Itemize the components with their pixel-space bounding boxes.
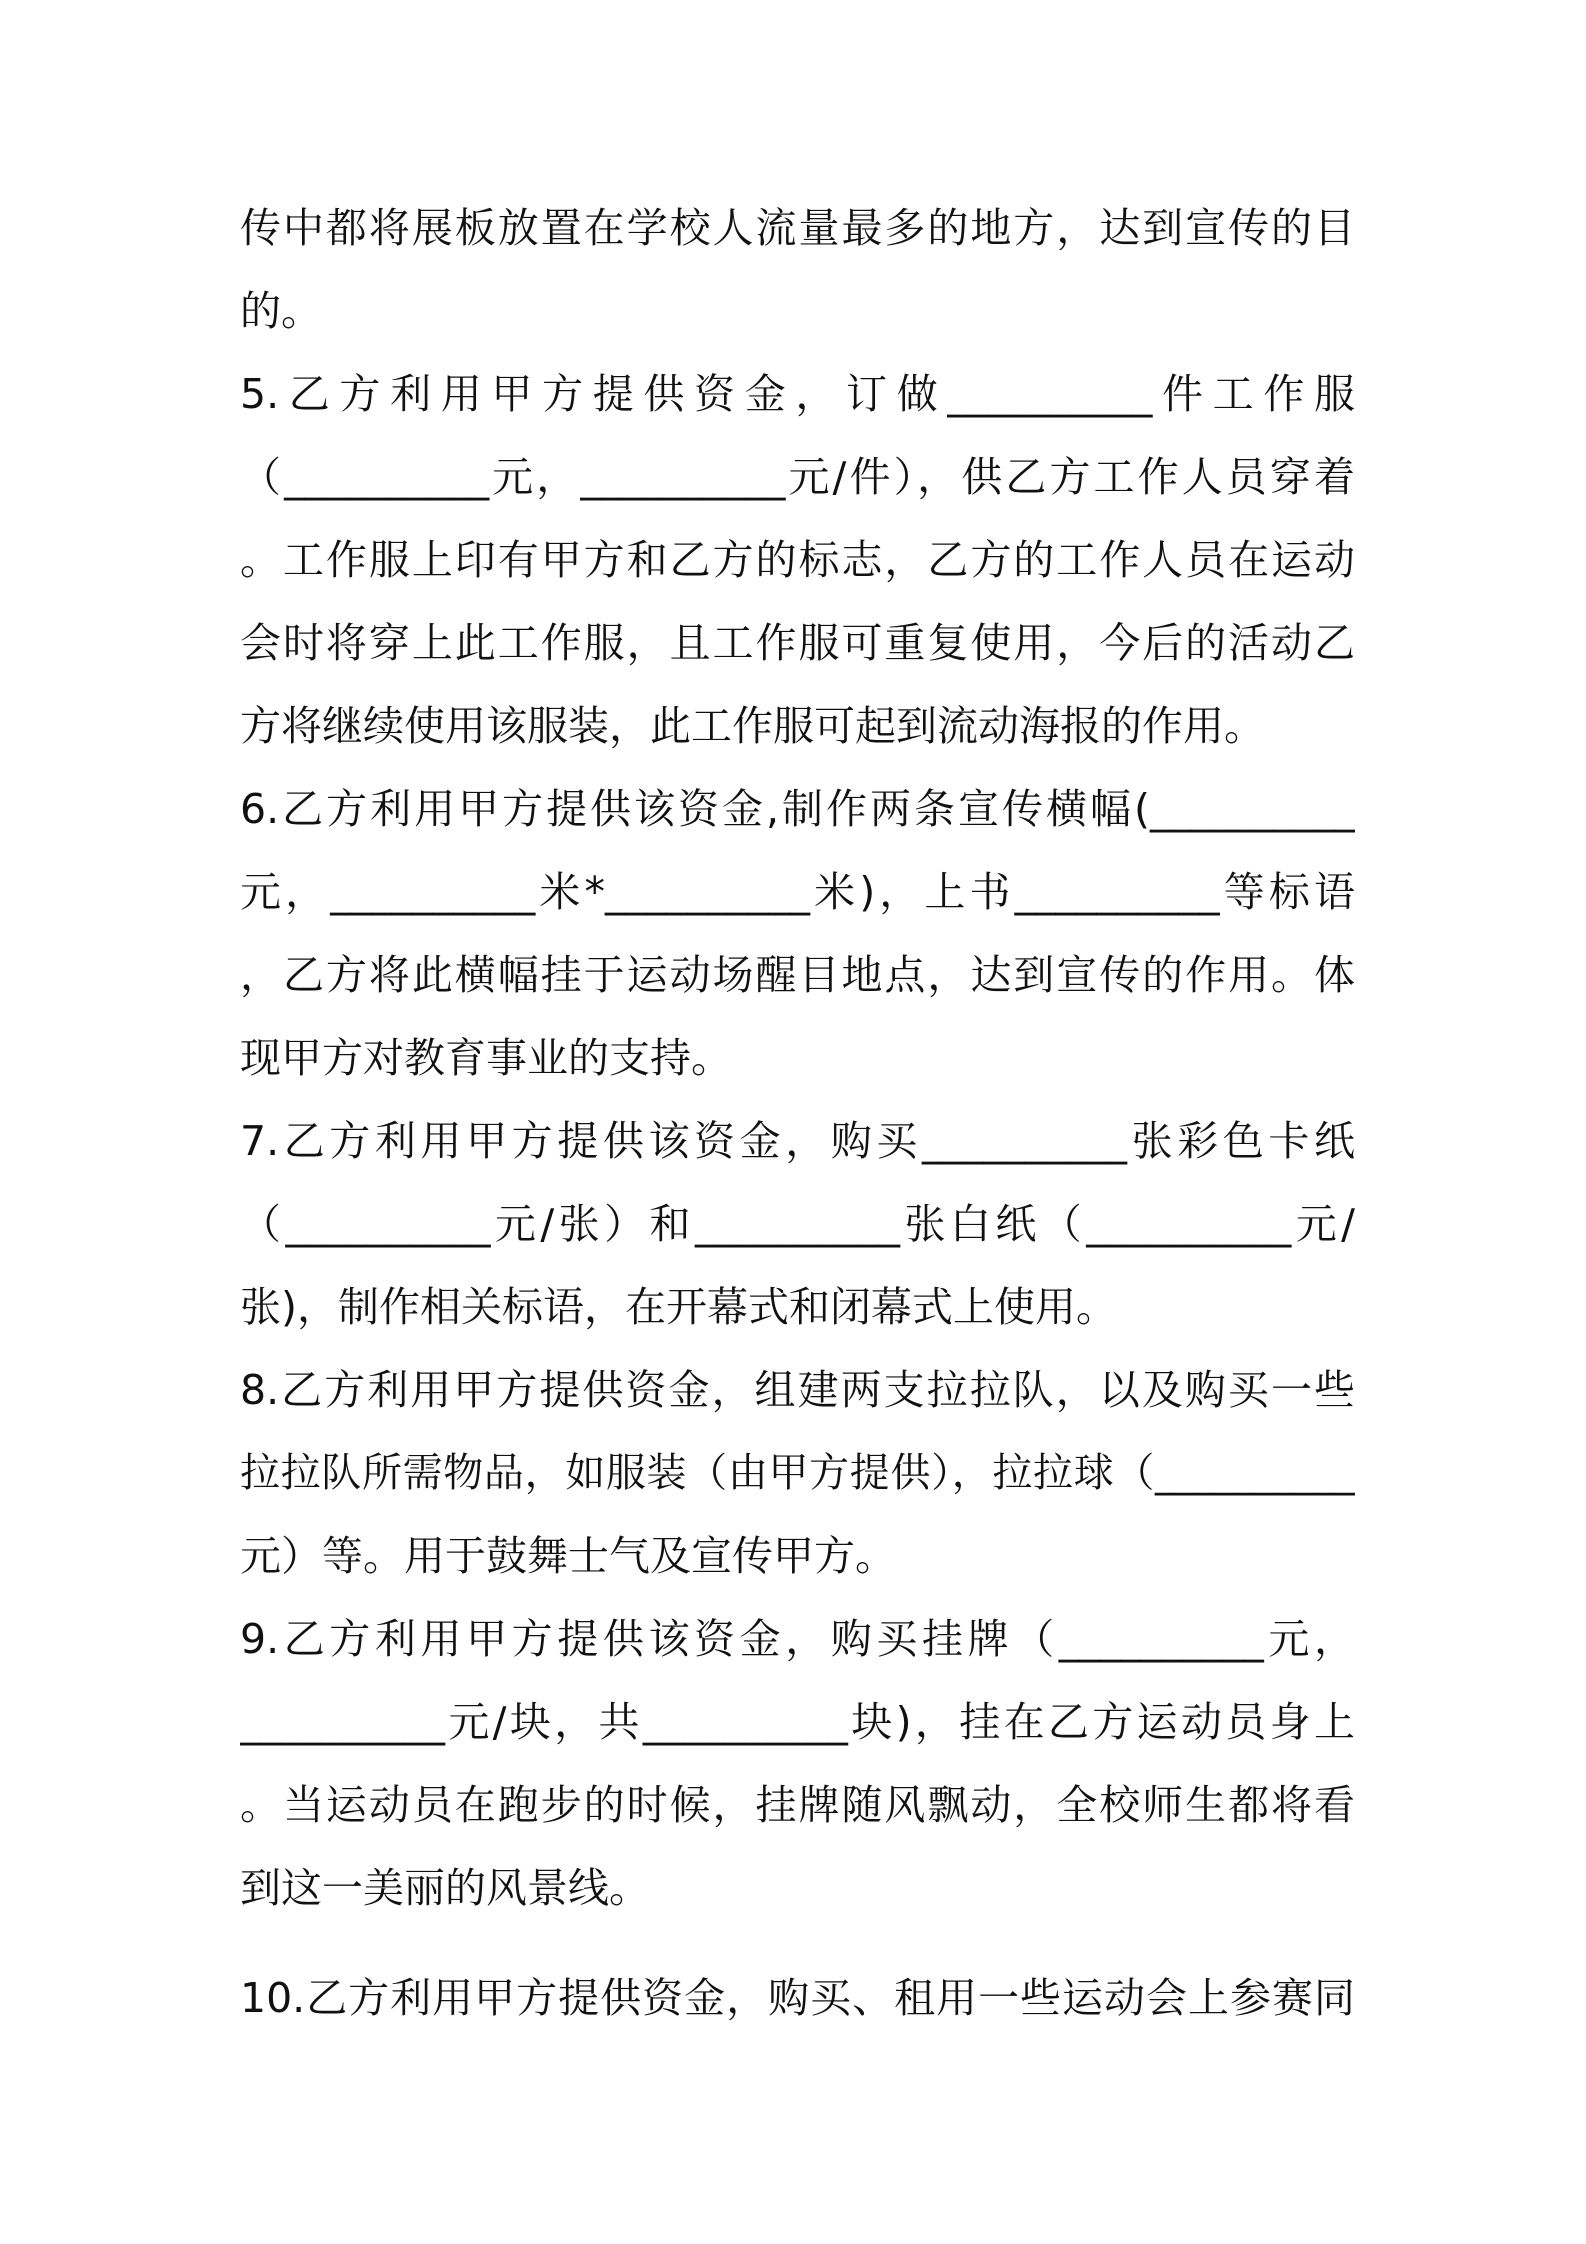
text-line: 张)，制作相关标语，在开幕式和闭幕式上使用。	[240, 1283, 1117, 1331]
text-line: 5.乙方利用甲方提供资金，订做__________件工作服	[240, 370, 1355, 418]
text-line: 6.乙方利用甲方提供该资金,制作两条宣传横幅(__________	[240, 785, 1355, 833]
text-line: ，乙方将此横幅挂于运动场醒目地点，达到宣传的作用。体	[240, 951, 1355, 999]
text-line: 。当运动员在跑步的时候，挂牌随风飘动，全校师生都将看	[240, 1781, 1355, 1829]
text-line: 拉拉队所需物品，如服装（由甲方提供），拉拉球（__________	[240, 1450, 1355, 1496]
text-line: （__________元/张）和__________张白纸（__________元/	[240, 1200, 1355, 1248]
text-line: （__________元，__________元/件），供乙方工作人员穿着	[240, 453, 1355, 501]
text-line: 方将继续使用该服装，此工作服可起到流动海报的作用。	[240, 702, 1265, 750]
text-line: 元）等。用于鼓舞士气及宣传甲方。	[240, 1532, 896, 1580]
text-line: 8.乙方利用甲方提供资金，组建两支拉拉队，以及购买一些	[240, 1366, 1355, 1414]
text-line: 的。	[240, 287, 322, 335]
text-line: 现甲方对教育事业的支持。	[240, 1034, 732, 1082]
text-line: 会时将穿上此工作服，且工作服可重复使用，今后的活动乙	[240, 619, 1355, 667]
text-line: 9.乙方利用甲方提供该资金，购买挂牌（__________元，	[240, 1615, 1355, 1663]
text-line: 10.乙方利用甲方提供资金，购买、租用一些运动会上参赛同	[240, 1974, 1355, 2022]
text-line: 传中都将展板放置在学校人流量最多的地方，达到宣传的目	[240, 204, 1355, 252]
text-line: 到这一美丽的风景线。	[240, 1864, 650, 1912]
text-line: 。工作服上印有甲方和乙方的标志，乙方的工作人员在运动	[240, 536, 1355, 584]
text-line: 7.乙方利用甲方提供该资金，购买__________张彩色卡纸	[240, 1117, 1355, 1165]
text-line: 元，__________米*__________米)，上书__________等标语	[240, 868, 1355, 916]
text-line: __________元/块，共__________块)，挂在乙方运动员身上	[240, 1698, 1355, 1746]
